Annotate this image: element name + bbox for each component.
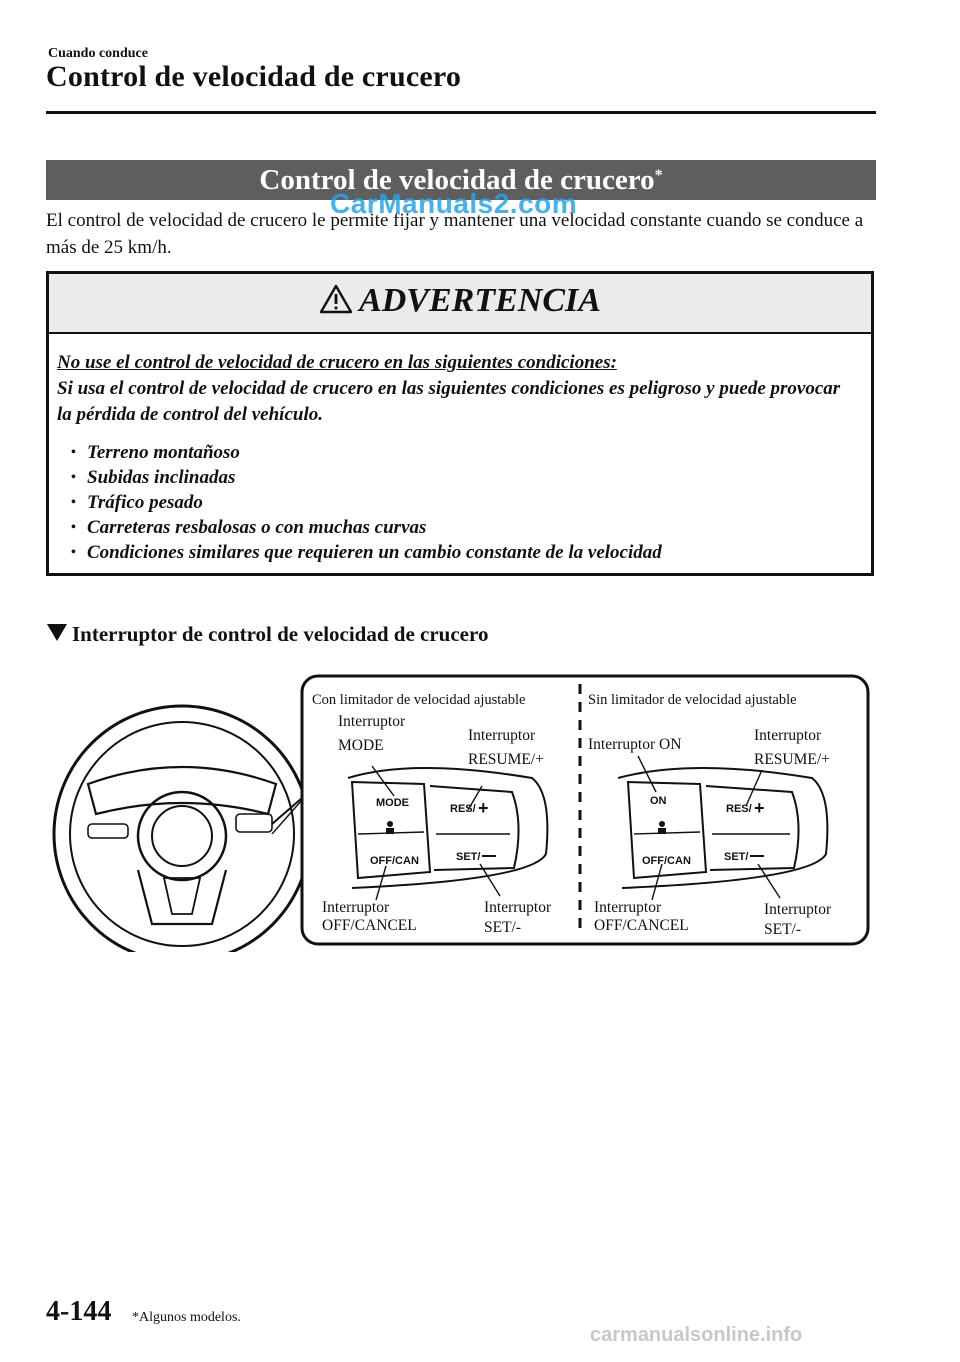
list-item: • Tráfico pesado xyxy=(57,490,857,515)
plus-sign: + xyxy=(478,798,489,818)
warning-list xyxy=(57,440,857,565)
offcancel-switch-label-1: Interruptor xyxy=(322,899,390,916)
offcan-button-label: OFF/CAN xyxy=(642,855,691,867)
warning-lead: No use el control de velocidad de crucero en las siguientes condiciones: xyxy=(57,352,617,373)
warning-header xyxy=(49,274,871,334)
set-switch-label-2: SET/- xyxy=(764,921,802,938)
offcancel-switch-label-2: OFF/CANCEL xyxy=(322,917,417,934)
warning-box xyxy=(46,271,874,576)
warning-triangle-icon xyxy=(319,284,353,314)
mode-switch-label-2: MODE xyxy=(338,737,384,754)
right-panel-caption: Sin limitador de velocidad ajustable xyxy=(588,692,797,708)
watermark-top: CarManuals2.com xyxy=(330,188,578,219)
resume-switch-label-2: RESUME/+ xyxy=(754,751,830,768)
page-number: 4-144 xyxy=(46,1296,112,1327)
mode-switch-label-1: Interruptor xyxy=(338,713,406,730)
offcancel-switch-label-2: OFF/CANCEL xyxy=(594,917,689,934)
section-label: Cuando conduce xyxy=(48,46,148,61)
offcancel-switch-label-1: Interruptor xyxy=(594,899,662,916)
watermark-bottom: carmanualsonline.info xyxy=(590,1324,803,1346)
subheading-text: Interruptor de control de velocidad de crucero xyxy=(72,622,489,646)
intro-paragraph: El control de velocidad de crucero le permite fijar y mantener una velocidad constante cuando se conduce a más de 25 km/h. xyxy=(46,210,864,258)
title-divider xyxy=(46,111,876,114)
warning-text: Si usa el control de velocidad de crucero en las siguientes condiciones es peligroso y puede provocar la pérdida de control del vehículo. xyxy=(57,378,841,425)
warning-title xyxy=(49,282,871,320)
set-button-label: SET/ xyxy=(456,851,481,863)
list-item: • Condiciones similares que requieren un cambio constante de la velocidad xyxy=(57,540,857,565)
banner-title: Control de velocidad de crucero xyxy=(259,164,655,196)
subheading xyxy=(46,622,488,647)
set-button-label: SET/ xyxy=(724,851,749,863)
banner-footnote-mark: * xyxy=(654,167,663,184)
offcan-button-label: OFF/CAN xyxy=(370,855,419,867)
resume-switch-label-2: RESUME/+ xyxy=(468,751,544,768)
triangle-down-icon xyxy=(46,622,68,642)
set-switch-label-1: Interruptor xyxy=(764,901,832,918)
list-item: • Terreno montañoso xyxy=(57,440,857,465)
resume-switch-label-1: Interruptor xyxy=(468,727,536,744)
page-title: Control de velocidad de crucero xyxy=(46,60,462,93)
plus-sign: + xyxy=(754,798,765,818)
res-button-label: RES/ xyxy=(450,803,476,815)
warning-title-text: ADVERTENCIA xyxy=(359,282,601,319)
list-item: • Carreteras resbalosas o con muchas curvas xyxy=(57,515,857,540)
set-switch-label-1: Interruptor xyxy=(484,899,552,916)
on-switch-label: Interruptor ON xyxy=(588,736,682,753)
cruise-switch-diagram xyxy=(52,674,872,952)
on-button-label: ON xyxy=(650,795,667,807)
left-panel-caption: Con limitador de velocidad ajustable xyxy=(312,692,526,708)
set-switch-label-2: SET/- xyxy=(484,919,522,936)
res-button-label: RES/ xyxy=(726,803,752,815)
mode-button-label: MODE xyxy=(376,797,409,809)
resume-switch-label-1: Interruptor xyxy=(754,727,822,744)
list-item: • Subidas inclinadas xyxy=(57,465,857,490)
footnote: *Algunos modelos. xyxy=(132,1310,241,1325)
warning-body xyxy=(57,350,857,565)
steering-wheel-illustration xyxy=(54,706,310,952)
